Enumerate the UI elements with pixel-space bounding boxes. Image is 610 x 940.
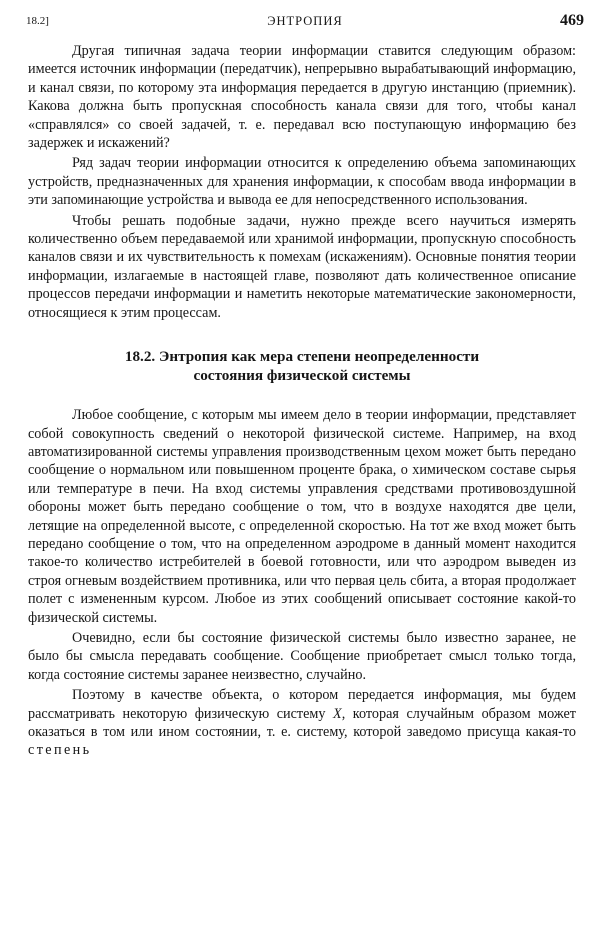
section-reference: 18.2] — [26, 15, 49, 27]
spaced-emphasis-word: степень — [28, 742, 92, 759]
section-heading-line-1: 18.2. Энтропия как мера степени неопределенности — [124, 348, 480, 366]
section-heading — [28, 347, 576, 385]
section-paragraph-1: Любое сообщение, с которым мы имеем дело в теории информации, представляет собой совокупность сведений о некоторой физической системе. Например, на вход автоматизированной системы управления производственным цехом может быть передано сообщение о нормальном или повышенном проценте брака, о химическом составе сырья или температуре в печи. На вход системы управления средствами противовоздушной обороны может быть передано сообщение о том, что в воздухе находятся две цели, летящие на определенной высоте, с определенной скоростью. На тот же вход может быть передано сообщение о том, что на определенном аэродроме в данный момент находится такое-то количество истребителей в боевой готовности, или что аэродром выведен из строя огневым воздействием противника, или что первая цель сбита, а вторая продолжает полет с измененным курсом. Любое из этих сообщений описывает состояние какой-то физической системы. — [28, 407, 576, 626]
system-symbol: X — [333, 705, 342, 722]
running-title: ЭНТРОПИЯ — [267, 14, 343, 28]
intro-paragraph-3: Чтобы решать подобные задачи, нужно прежде всего научиться измерять количественно объем передаваемой или хранимой информации, пропускную способность каналов связи и их чувствительность к помехам (искажениям). Основные понятия теории информации, излагаемые в настоящей главе, позволяют дать количественное описание процессов передачи информации и наметить некоторые математические закономерности, относящиеся к этим процессам. — [28, 212, 576, 321]
intro-paragraph-1: Другая типичная задача теории информации ставится следующим образом: имеется источник информации (передатчик), непрерывно вырабатывающий информацию, и канал связи, по которому эта информация передается в другую инстанцию (приемник). Какова должна быть пропускная способность канала связи для того, чтобы канал «справлялся» со своей задачей, т. е. передавал всю поступающую информацию без задержек и искажений? — [28, 43, 576, 152]
running-head — [26, 12, 584, 32]
intro-paragraph-2: Ряд задач теории информации относится к определению объема запоминающих устройств, предназначенных для хранения информации, к способам ввода информации в эти запоминающие устройства и вывода ее для непосредственного использования. — [28, 155, 576, 209]
paragraph-3-text-start: Поэтому в качестве объекта, о котором передается информация, мы будем рассматривать некоторую физическую систему — [28, 687, 576, 722]
section-heading-line-2: состояния физической системы — [193, 367, 411, 385]
section-paragraph-3 — [28, 686, 576, 760]
paragraph-3-text-middle: , которая случайным образом может оказаться в том или ином состоянии, т. е. систему, которой заведомо присуща какая-то — [28, 705, 576, 740]
section-paragraph-2: Очевидно, если бы состояние физической системы было известно заранее, не было бы смысла передавать сообщение. Сообщение приобретает смысл только тогда, когда состояние системы заранее неизвестно, случайно. — [28, 629, 576, 683]
page-number: 469 — [560, 12, 584, 29]
body-text — [28, 42, 576, 760]
